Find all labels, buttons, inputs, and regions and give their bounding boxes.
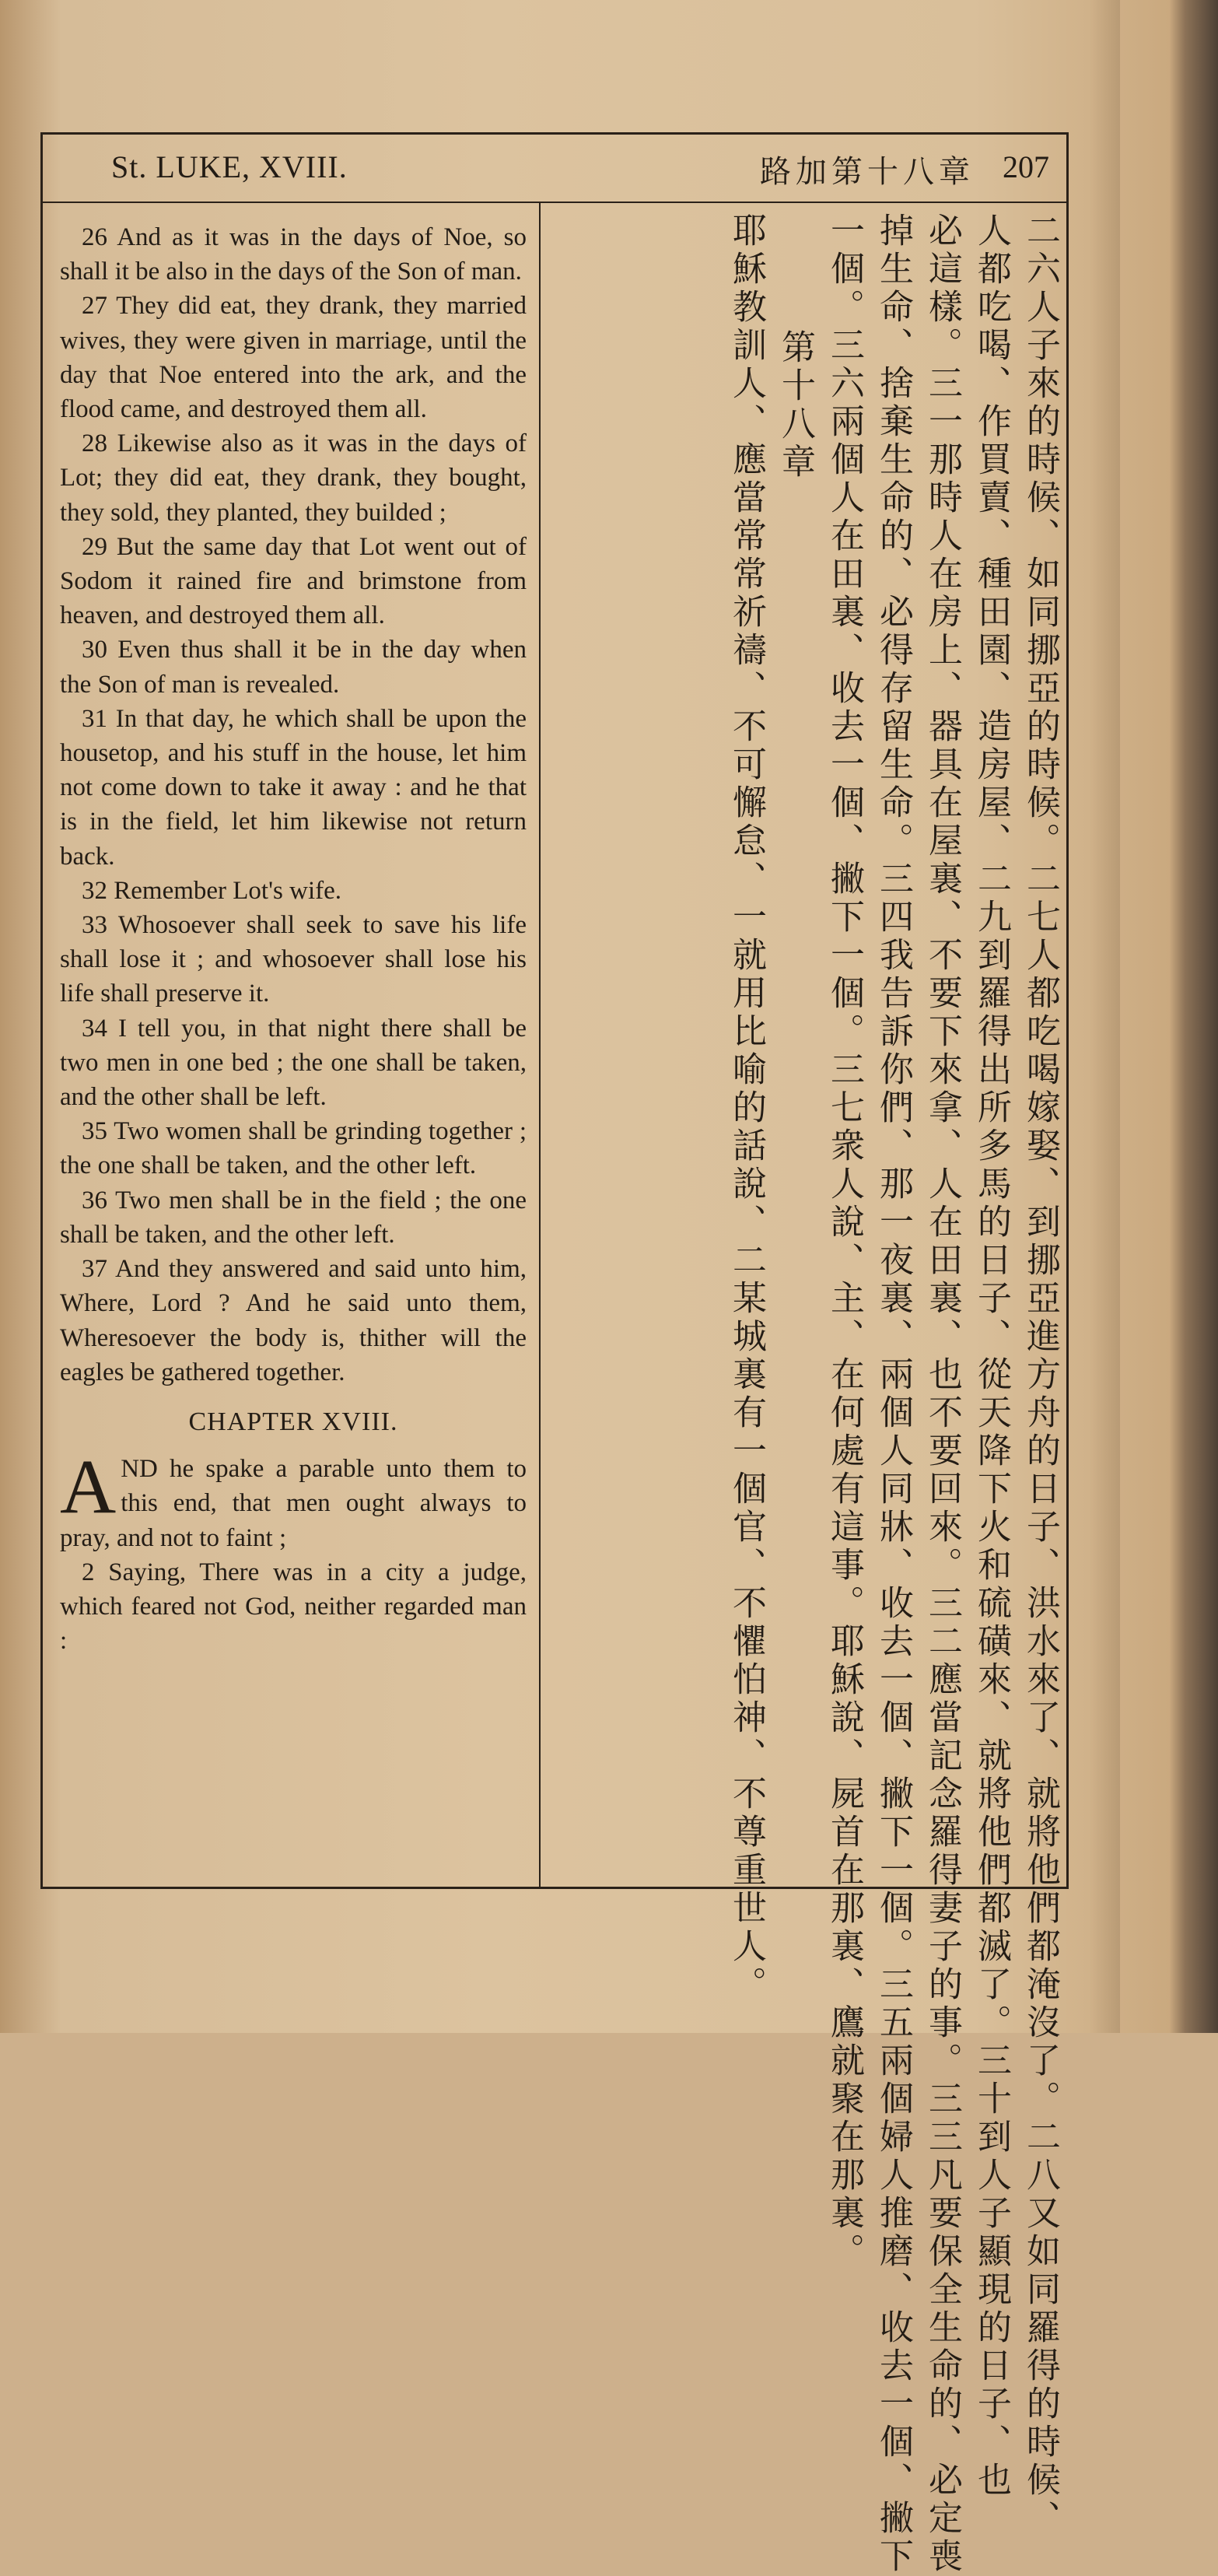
verse-34: 34 I tell you, in that night there shall be two men in one bed ; the one shall be taken, and the other shall be left. — [60, 1014, 527, 1112]
verse-32: 32 Remember Lot's wife. — [82, 876, 342, 905]
column-divider — [539, 202, 541, 1888]
page-frame — [40, 132, 1069, 2576]
verse-36: 36 Two men shall be in the field ; the one shall be taken, and the other left. — [60, 1186, 527, 1249]
verse-28: 28 Likewise also as it was in the days of Lot; they did eat, they drank, they bought, they sold, they planted, they builded ; — [60, 429, 527, 527]
page-edge-shadow — [1089, 0, 1120, 2033]
page-number: 207 — [1003, 149, 1049, 184]
verse-29: 29 But the same day that Lot went out of Sodom it rained fire and brimstone from heaven, and destroyed them all. — [60, 532, 527, 630]
header-chinese-title: 路加第十八章 — [760, 154, 975, 190]
verse-31: 31 In that day, he which shall be upon the housetop, and his stuff in the house, let him not come down to take it away : and he that is in the field, let him likewise not return back. — [60, 704, 527, 871]
verse-1 — [60, 1443, 527, 1555]
header-english-title: St. LUKE, XVIII. — [111, 149, 348, 184]
chinese-text-column: 耶穌教訓人、應當常常祈禱、不可懈怠、一就用比喻的話說、二某城裏有一個官、不懼怕神、不尊重世人。 — [726, 212, 766, 2004]
verse-1-text: ND he spake a parable unto them to this end, that men ought always to pray, and not to faint ; — [60, 1455, 527, 1552]
chinese-text-column: 必這樣。三一那時人在房上、器具在屋裏、不要下來拿、人在田裏、也不要回來。三二應當記念羅得妻子的事。三三凡要保全生命的、必定喪 — [922, 212, 962, 2576]
verse-30: 30 Even thus shall it be in the day when the Son of man is revealed. — [60, 636, 527, 699]
verse-26: 26 And as it was in the days of Noe, so shall it be also in the days of the Son of man. — [60, 223, 527, 286]
chinese-column — [562, 212, 1060, 2576]
verse-35: 35 Two women shall be grinding together ; the one shall be taken, and the other left. — [60, 1117, 527, 1180]
verse-37: 37 And they answered and said unto him, Where, Lord ? And he said unto them, Wheresoever the body is, thither will the eagles be gathered together. — [60, 1255, 527, 1386]
english-column — [60, 220, 527, 1658]
chinese-text-column: 二六人子來的時候、如同挪亞的時候。二七人都吃喝嫁娶、到挪亞進方舟的日子、洪水來了、就將他們都淹沒了。二八又如同羅得的時候、 — [1020, 212, 1060, 2538]
verse-2: 2 Saying, There was in a city a judge, which feared not God, neither regarded man : — [60, 1558, 527, 1656]
drop-cap: A — [60, 1443, 117, 1530]
chinese-text-column: 掉生命、捨棄生命的、必得存留生命。三四我告訴你們、那一夜裏、兩個人同牀、收去一個、撇下一個。三五兩個婦人推磨、收去一個、撇下 — [873, 212, 913, 2576]
verse-33: 33 Whosoever shall seek to save his life shall lose it ; and whosoever shall lose his life shall preserve it. — [60, 911, 527, 1008]
chinese-text-column: 人都吃喝、作買賣、種田園、造房屋、二九到羅得出所多馬的日子、從天降下火和硫磺來、就將他們都滅了。三十到人子顯現的日子、也 — [971, 212, 1011, 2500]
chinese-text-column: 一個。三六兩個人在田裏、收去一個、撇下一個。三七衆人說、主、在何處有這事。耶穌說、屍首在那裏、鷹就聚在那裏。 — [824, 212, 864, 2271]
chinese-chapter-heading: 第十八章 — [775, 329, 815, 482]
chapter-heading: CHAPTER XVIII. — [188, 1407, 398, 1436]
verse-27: 27 They did eat, they drank, they married wives, they were given in marriage, until the day that Noe entered into the ark, and the flood came, and destroyed them all. — [60, 292, 527, 424]
running-header — [43, 135, 1066, 203]
